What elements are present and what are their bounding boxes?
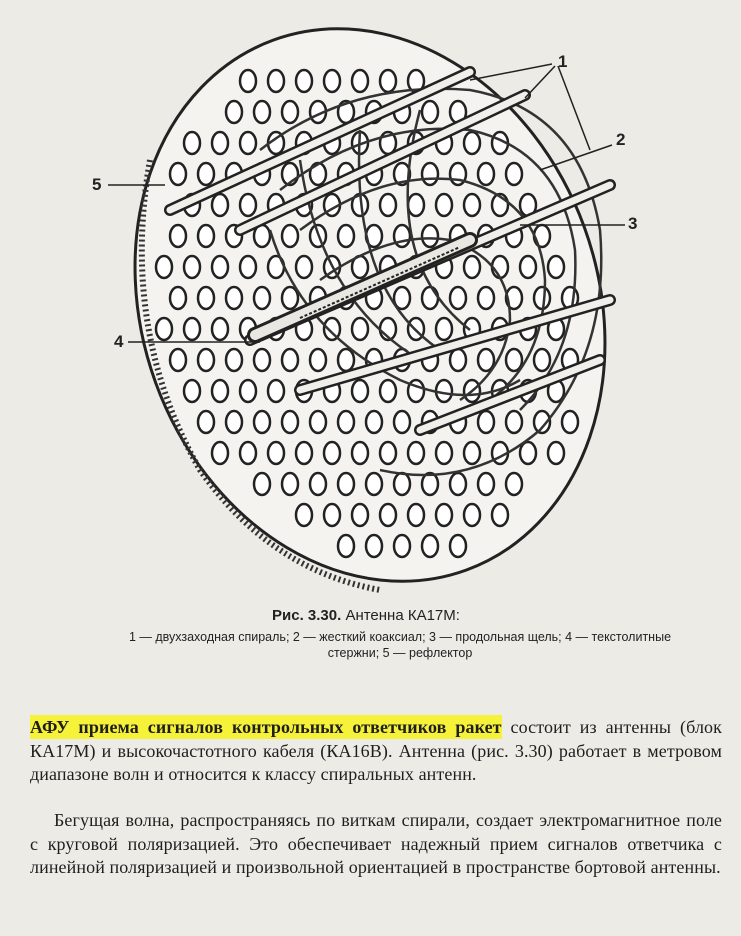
reflector-hole [394,411,410,433]
reflector-hole [464,194,480,216]
reflector-hole [198,287,214,309]
reflector-hole [534,287,550,309]
reflector-hole [436,318,452,340]
reflector-hole [296,504,312,526]
reflector-hole [394,473,410,495]
reflector-hole [352,442,368,464]
reflector-hole [464,256,480,278]
reflector-hole [394,535,410,557]
reflector-hole [338,411,354,433]
reflector-hole [254,287,270,309]
reflector-hole [464,442,480,464]
figure-number: Рис. 3.30. [272,607,342,624]
reflector-hole [478,287,494,309]
reflector-hole [296,442,312,464]
reflector-hole [352,380,368,402]
reflector-hole [254,349,270,371]
reflector-hole [282,287,298,309]
reflector-hole [226,349,242,371]
reflector-hole [282,225,298,247]
reflector-hole [408,442,424,464]
reflector-hole [170,225,186,247]
reflector-hole [562,411,578,433]
paragraph-1-rest: состоит из антенны (блок КА17М) и высокочастотного кабеля (КА16В). Антенна (рис. 3.30) работает в метровом диапазоне волн и относится к классу спиральных антенн. [30,717,722,784]
reflector-hole [520,256,536,278]
reflector-hole [366,411,382,433]
reflector-hole [212,318,228,340]
label-4: 4 [114,332,124,351]
reflector-hole [352,504,368,526]
highlighted-phrase: АФУ приема сигналов контрольных ответчиков ракет [30,717,502,737]
reflector-hole [198,349,214,371]
reflector-hole [254,101,270,123]
reflector-hole [156,318,172,340]
figure-caption-title [272,607,460,624]
reflector-hole [408,194,424,216]
reflector-hole [380,442,396,464]
figure-title: Антенна КА17М: [345,607,460,624]
reflector-hole [170,349,186,371]
reflector-hole [296,256,312,278]
reflector-hole [310,473,326,495]
reflector-hole [184,380,200,402]
reflector-hole [548,442,564,464]
reflector-hole [408,504,424,526]
reflector-hole [198,225,214,247]
reflector-hole [170,163,186,185]
reflector-hole [212,380,228,402]
reflector-hole [240,132,256,154]
reflector-hole [366,473,382,495]
reflector-hole [478,411,494,433]
reflector-hole [352,318,368,340]
reflector-hole [450,473,466,495]
reflector-hole [240,194,256,216]
reflector-hole [198,411,214,433]
reflector-hole [254,473,270,495]
reflector-hole [534,349,550,371]
reflector-hole [534,225,550,247]
reflector-hole [436,504,452,526]
reflector-hole [422,163,438,185]
reflector-hole [464,132,480,154]
reflector-hole [338,225,354,247]
reflector-hole [422,535,438,557]
reflector-hole [478,163,494,185]
reflector-hole [198,163,214,185]
reflector-hole [170,287,186,309]
reflector-hole [422,101,438,123]
reflector-hole [492,504,508,526]
reflector-hole [380,70,396,92]
reflector-hole [450,535,466,557]
reflector-hole [240,256,256,278]
reflector-hole [478,349,494,371]
reflector-hole [212,132,228,154]
reflector-hole [156,256,172,278]
reflector-hole [240,442,256,464]
reflector-hole [184,256,200,278]
label-3: 3 [628,214,638,233]
reflector-hole [226,287,242,309]
reflector-hole [268,70,284,92]
reflector-hole [296,70,312,92]
reflector-hole [282,349,298,371]
reflector-hole [506,163,522,185]
reflector-hole [380,380,396,402]
reflector-hole [338,535,354,557]
reflector-hole [324,442,340,464]
reflector-hole [506,349,522,371]
label-1: 1 [558,52,568,71]
reflector-hole [506,473,522,495]
reflector-hole [310,411,326,433]
reflector-hole [240,70,256,92]
reflector-hole [324,70,340,92]
reflector-hole [212,256,228,278]
reflector-hole [310,349,326,371]
reflector-hole [184,132,200,154]
reflector-hole [436,442,452,464]
reflector-hole [422,473,438,495]
reflector-hole [506,411,522,433]
reflector-hole [282,101,298,123]
reflector-hole [380,504,396,526]
reflector-hole [352,70,368,92]
reflector-hole [492,256,508,278]
reflector-hole [268,380,284,402]
reflector-hole [184,318,200,340]
reflector-hole [226,411,242,433]
reflector-hole [254,411,270,433]
reflector-hole [268,442,284,464]
reflector-hole [380,194,396,216]
reflector-hole [464,504,480,526]
reflector-hole [548,256,564,278]
paragraph-2: Бегущая волна, распространяясь по виткам спирали, создает электромагнитное поле с круговой поляризацией. Это обеспечивает надежный прием сигналов ответчика с линейной поляризацией и произвольной ориентацией в пространстве бортовой антенны. [30,810,722,877]
reflector-hole [422,225,438,247]
reflector-hole [212,194,228,216]
reflector-hole [282,473,298,495]
reflector-hole [478,473,494,495]
reflector-hole [338,349,354,371]
label-5: 5 [92,175,102,194]
reflector-hole [338,473,354,495]
reflector-hole [366,535,382,557]
reflector-hole [422,287,438,309]
reflector-hole [282,411,298,433]
reflector-hole [324,504,340,526]
reflector-hole [450,287,466,309]
reflector-hole [226,101,242,123]
reflector-hole [436,194,452,216]
label-2: 2 [616,130,626,149]
reflector-hole [240,380,256,402]
paragraph-1 [30,716,722,787]
figure-legend: 1 — двухзаходная спираль; 2 — жесткий коаксиал; 3 — продольная щель; 4 — текстолитные стержни; 5 — рефлектор [128,630,672,660]
reflector-hole [212,442,228,464]
reflector-hole [520,442,536,464]
reflector-hole [450,349,466,371]
